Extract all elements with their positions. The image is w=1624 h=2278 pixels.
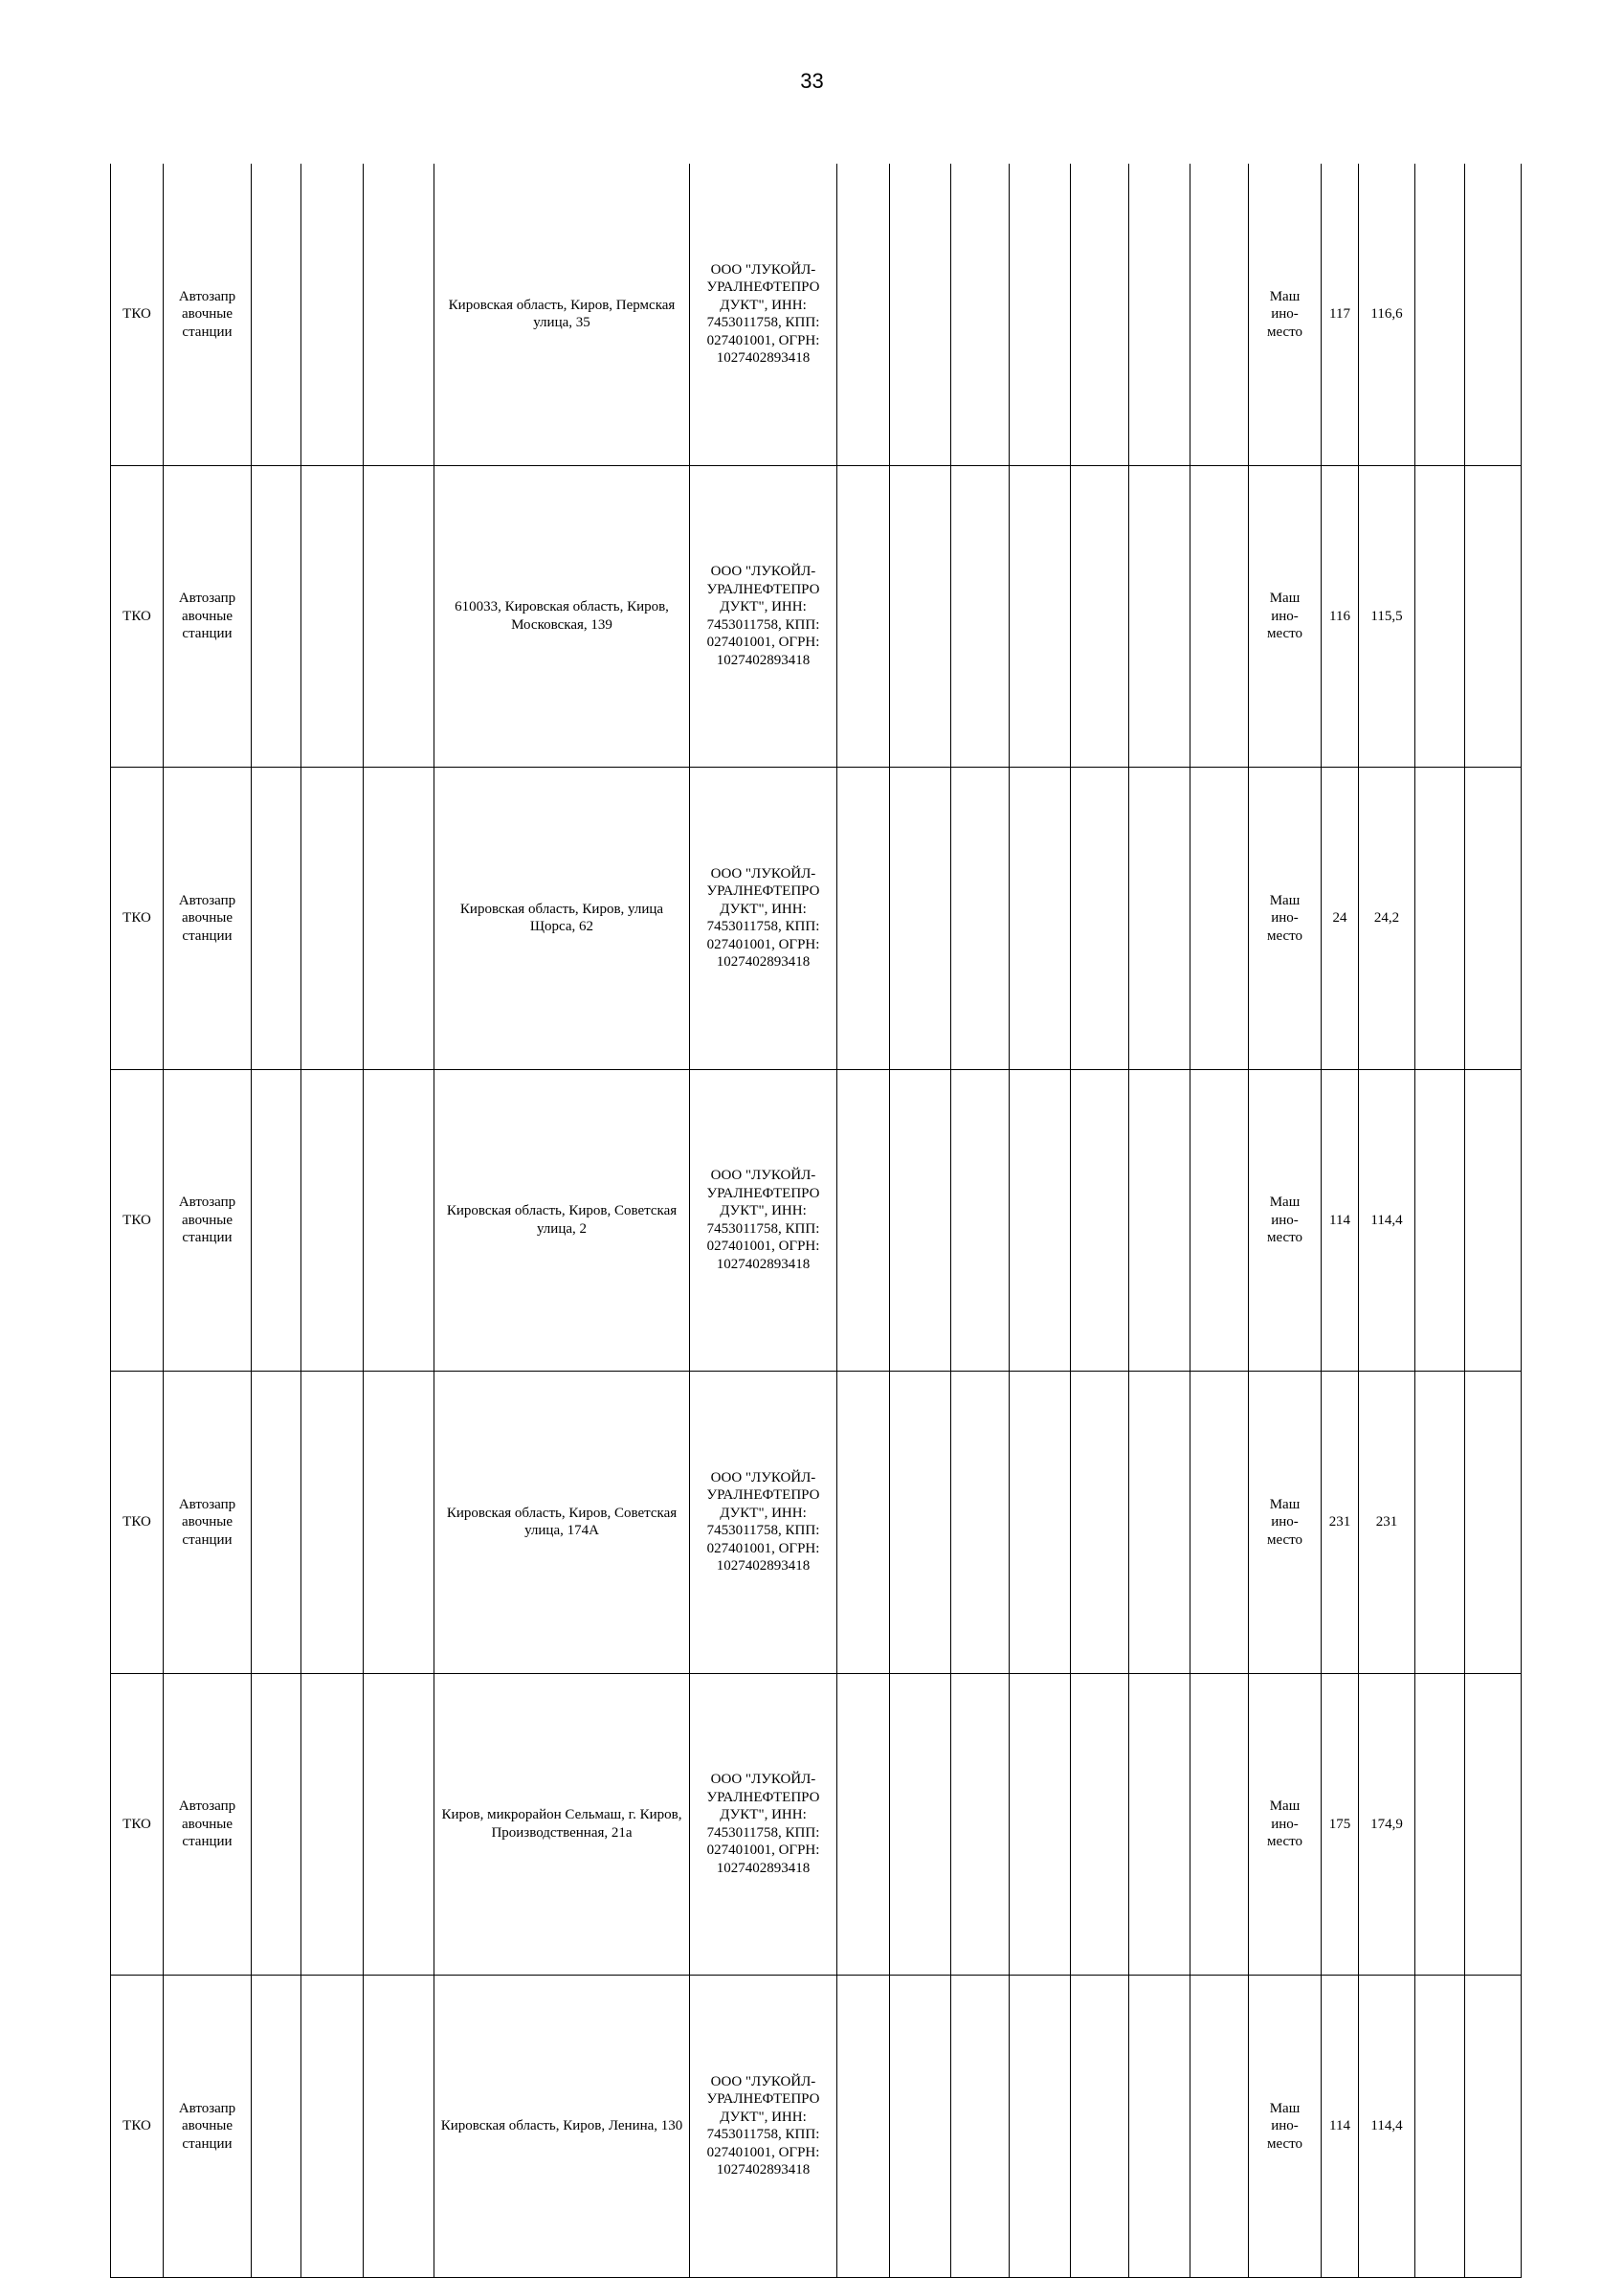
cell-line: УРАЛНЕФТЕПРО: [706, 1789, 820, 1805]
unit-cell: [1249, 1372, 1322, 1674]
empty-cell: [1465, 465, 1522, 768]
cell-line: ДУКТ", ИНН:: [720, 1505, 807, 1521]
cell-line: авочные: [181, 910, 234, 926]
cell-line: место: [1266, 1230, 1303, 1245]
empty-cell: [837, 465, 890, 768]
empty-cell: [837, 768, 890, 1070]
empty-cell: [1129, 768, 1190, 1070]
cell-line: ДУКТ", ИНН:: [720, 599, 807, 615]
count-cell: 117: [1322, 164, 1359, 465]
empty-cell: [837, 1976, 890, 2278]
empty-cell: [1190, 164, 1249, 465]
cell-line: УРАЛНЕФТЕПРО: [706, 883, 820, 900]
empty-cell: [1071, 1069, 1129, 1372]
cell-line: Автозапр: [178, 288, 236, 304]
cell-line: станции: [182, 1531, 233, 1548]
cell-line: УРАЛНЕФТЕПРО: [706, 1487, 820, 1504]
count-cell: 231: [1322, 1372, 1359, 1674]
empty-cell: [1010, 164, 1071, 465]
owner-cell: [690, 465, 837, 768]
value-cell: 115,5: [1359, 465, 1415, 768]
table-row: [111, 164, 1522, 465]
waste-type-cell: ТКО: [111, 1976, 164, 2278]
cell-line: ООО "ЛУКОЙЛ-: [710, 2073, 816, 2089]
cell-line: ино-: [1271, 1212, 1299, 1228]
cell-line: 027401001, ОГРН:: [706, 936, 820, 952]
cell-line: 7453011758, КПП:: [706, 315, 820, 331]
cell-line: 027401001, ОГРН:: [706, 332, 820, 348]
empty-cell: [364, 1372, 434, 1674]
table-row: [111, 1372, 1522, 1674]
address-cell: Кировская область, Киров, Советская улица, 174А: [434, 1372, 690, 1674]
cell-line: станции: [182, 324, 233, 340]
owner-cell: [690, 1069, 837, 1372]
cell-line: 7453011758, КПП:: [706, 2127, 820, 2143]
empty-cell: [301, 1673, 364, 1976]
unit-cell: [1249, 465, 1322, 768]
empty-cell: [252, 1069, 301, 1372]
waste-type-cell: ТКО: [111, 164, 164, 465]
cell-line: станции: [182, 1834, 233, 1849]
waste-type-cell: ТКО: [111, 1673, 164, 1976]
unit-cell: [1249, 1069, 1322, 1372]
cell-line: ино-: [1271, 1816, 1299, 1832]
empty-cell: [1190, 768, 1249, 1070]
address-cell: 610033, Кировская область, Киров, Московская, 139: [434, 465, 690, 768]
empty-cell: [1415, 164, 1465, 465]
empty-cell: [1071, 1372, 1129, 1674]
empty-cell: [1415, 1976, 1465, 2278]
cell-line: 027401001, ОГРН:: [706, 2144, 820, 2160]
count-cell: 24: [1322, 768, 1359, 1070]
cell-line: УРАЛНЕФТЕПРО: [706, 1185, 820, 1201]
cell-line: авочные: [181, 1816, 234, 1832]
address-cell: Кировская область, Киров, Советская улица, 2: [434, 1069, 690, 1372]
cell-line: место: [1266, 927, 1303, 944]
empty-cell: [1129, 1069, 1190, 1372]
empty-cell: [951, 768, 1010, 1070]
unit-cell: [1249, 768, 1322, 1070]
empty-cell: [890, 1372, 951, 1674]
cell-line: 027401001, ОГРН:: [706, 1842, 820, 1859]
cell-line: ДУКТ", ИНН:: [720, 297, 807, 313]
cell-line: ино-: [1271, 1514, 1299, 1530]
cell-line: авочные: [181, 608, 234, 624]
cell-line: 7453011758, КПП:: [706, 1523, 820, 1539]
empty-cell: [890, 1976, 951, 2278]
category-cell: [164, 768, 252, 1070]
owner-cell: [690, 1673, 837, 1976]
cell-line: ДУКТ", ИНН:: [720, 901, 807, 917]
cell-line: Автозапр: [178, 591, 236, 606]
address-cell: Кировская область, Киров, Пермская улица, 35: [434, 164, 690, 465]
cell-line: ООО "ЛУКОЙЛ-: [710, 865, 816, 882]
cell-line: 1027402893418: [716, 2162, 811, 2178]
empty-cell: [1190, 1372, 1249, 1674]
empty-cell: [301, 164, 364, 465]
empty-cell: [364, 1976, 434, 2278]
empty-cell: [1010, 465, 1071, 768]
empty-cell: [1129, 1673, 1190, 1976]
cell-line: ООО "ЛУКОЙЛ-: [710, 564, 816, 580]
empty-cell: [890, 1069, 951, 1372]
empty-cell: [1465, 1976, 1522, 2278]
empty-cell: [364, 164, 434, 465]
cell-line: место: [1266, 324, 1303, 340]
cell-line: ДУКТ", ИНН:: [720, 2109, 807, 2125]
empty-cell: [301, 1976, 364, 2278]
empty-cell: [951, 1673, 1010, 1976]
cell-line: Автозапр: [178, 892, 236, 908]
unit-cell: [1249, 1673, 1322, 1976]
cell-line: 027401001, ОГРН:: [706, 1540, 820, 1556]
value-cell: 231: [1359, 1372, 1415, 1674]
cell-line: авочные: [181, 1212, 234, 1228]
empty-cell: [1415, 1673, 1465, 1976]
empty-cell: [1465, 768, 1522, 1070]
empty-cell: [301, 768, 364, 1070]
empty-cell: [301, 1372, 364, 1674]
waste-type-cell: ТКО: [111, 768, 164, 1070]
count-cell: 114: [1322, 1069, 1359, 1372]
empty-cell: [1465, 1372, 1522, 1674]
unit-cell: [1249, 1976, 1322, 2278]
empty-cell: [1071, 768, 1129, 1070]
cell-line: Маш: [1269, 1496, 1301, 1512]
cell-line: 1027402893418: [716, 1256, 811, 1272]
cell-line: 1027402893418: [716, 350, 811, 367]
table-row: [111, 768, 1522, 1070]
cell-line: ино-: [1271, 910, 1299, 926]
cell-line: Автозапр: [178, 1496, 236, 1512]
unit-cell: [1249, 164, 1322, 465]
cell-line: 1027402893418: [716, 954, 811, 971]
empty-cell: [252, 465, 301, 768]
empty-cell: [252, 1673, 301, 1976]
empty-cell: [1465, 164, 1522, 465]
cell-line: УРАЛНЕФТЕПРО: [706, 2091, 820, 2108]
cell-line: авочные: [181, 2118, 234, 2133]
address-cell: Киров, микрорайон Сельмаш, г. Киров, Производственная, 21а: [434, 1673, 690, 1976]
table-row: [111, 1673, 1522, 1976]
cell-line: Маш: [1269, 2100, 1301, 2116]
empty-cell: [1071, 1976, 1129, 2278]
cell-line: станции: [182, 927, 233, 944]
empty-cell: [951, 1069, 1010, 1372]
empty-cell: [1010, 1069, 1071, 1372]
owner-cell: [690, 1372, 837, 1674]
value-cell: 24,2: [1359, 768, 1415, 1070]
empty-cell: [252, 1372, 301, 1674]
empty-cell: [252, 164, 301, 465]
empty-cell: [1010, 768, 1071, 1070]
cell-line: 027401001, ОГРН:: [706, 635, 820, 651]
cell-line: место: [1266, 1531, 1303, 1548]
empty-cell: [951, 1372, 1010, 1674]
cell-line: УРАЛНЕФТЕПРО: [706, 581, 820, 597]
cell-line: место: [1266, 1834, 1303, 1849]
empty-cell: [1465, 1069, 1522, 1372]
cell-line: ино-: [1271, 608, 1299, 624]
category-cell: [164, 1673, 252, 1976]
empty-cell: [301, 465, 364, 768]
empty-cell: [1190, 1976, 1249, 2278]
value-cell: 114,4: [1359, 1069, 1415, 1372]
empty-cell: [1071, 465, 1129, 768]
cell-line: Маш: [1269, 591, 1301, 606]
empty-cell: [364, 768, 434, 1070]
empty-cell: [951, 1976, 1010, 2278]
cell-line: станции: [182, 1230, 233, 1245]
waste-type-cell: ТКО: [111, 1372, 164, 1674]
waste-sources-table: [110, 164, 1522, 2278]
cell-line: 7453011758, КПП:: [706, 616, 820, 633]
cell-line: 1027402893418: [716, 652, 811, 668]
count-cell: 116: [1322, 465, 1359, 768]
cell-line: ино-: [1271, 2118, 1299, 2133]
cell-line: 7453011758, КПП:: [706, 1824, 820, 1841]
empty-cell: [1129, 1976, 1190, 2278]
waste-type-cell: ТКО: [111, 465, 164, 768]
cell-line: ООО "ЛУКОЙЛ-: [710, 1772, 816, 1788]
cell-line: Маш: [1269, 1798, 1301, 1814]
cell-line: ДУКТ", ИНН:: [720, 1203, 807, 1219]
cell-line: 027401001, ОГРН:: [706, 1239, 820, 1255]
cell-line: ООО "ЛУКОЙЛ-: [710, 261, 816, 278]
empty-cell: [1415, 768, 1465, 1070]
cell-line: 1027402893418: [716, 1860, 811, 1876]
cell-line: авочные: [181, 1514, 234, 1530]
empty-cell: [1071, 1673, 1129, 1976]
empty-cell: [890, 1673, 951, 1976]
empty-cell: [837, 1673, 890, 1976]
empty-cell: [1129, 465, 1190, 768]
category-cell: [164, 164, 252, 465]
table-row: [111, 465, 1522, 768]
count-cell: 114: [1322, 1976, 1359, 2278]
empty-cell: [1129, 164, 1190, 465]
empty-cell: [1129, 1372, 1190, 1674]
category-cell: [164, 1069, 252, 1372]
page-number: 33: [800, 69, 824, 93]
cell-line: 7453011758, КПП:: [706, 1220, 820, 1237]
empty-cell: [364, 465, 434, 768]
empty-cell: [364, 1069, 434, 1372]
empty-cell: [890, 164, 951, 465]
category-cell: [164, 465, 252, 768]
owner-cell: [690, 768, 837, 1070]
empty-cell: [837, 1069, 890, 1372]
empty-cell: [890, 465, 951, 768]
cell-line: станции: [182, 2135, 233, 2152]
cell-line: авочные: [181, 306, 234, 322]
address-cell: Кировская область, Киров, улица Щорса, 62: [434, 768, 690, 1070]
empty-cell: [1415, 465, 1465, 768]
cell-line: ООО "ЛУКОЙЛ-: [710, 1469, 816, 1485]
cell-line: Маш: [1269, 288, 1301, 304]
cell-line: место: [1266, 626, 1303, 641]
category-cell: [164, 1976, 252, 2278]
cell-line: Маш: [1269, 892, 1301, 908]
count-cell: 175: [1322, 1673, 1359, 1976]
cell-line: 1027402893418: [716, 1558, 811, 1574]
cell-line: Автозапр: [178, 1798, 236, 1814]
cell-line: ООО "ЛУКОЙЛ-: [710, 1168, 816, 1184]
value-cell: 114,4: [1359, 1976, 1415, 2278]
cell-line: станции: [182, 626, 233, 641]
value-cell: 174,9: [1359, 1673, 1415, 1976]
empty-cell: [1190, 1673, 1249, 1976]
table-row: [111, 1069, 1522, 1372]
empty-cell: [951, 164, 1010, 465]
waste-type-cell: ТКО: [111, 1069, 164, 1372]
empty-cell: [1190, 1069, 1249, 1372]
empty-cell: [837, 164, 890, 465]
empty-cell: [1010, 1673, 1071, 1976]
owner-cell: [690, 164, 837, 465]
empty-cell: [301, 1069, 364, 1372]
cell-line: УРАЛНЕФТЕПРО: [706, 279, 820, 296]
empty-cell: [1010, 1976, 1071, 2278]
empty-cell: [1415, 1372, 1465, 1674]
cell-line: Автозапр: [178, 1195, 236, 1210]
empty-cell: [1010, 1372, 1071, 1674]
address-cell: Кировская область, Киров, Ленина, 130: [434, 1976, 690, 2278]
empty-cell: [951, 465, 1010, 768]
empty-cell: [252, 768, 301, 1070]
empty-cell: [1190, 465, 1249, 768]
cell-line: Автозапр: [178, 2100, 236, 2116]
empty-cell: [890, 768, 951, 1070]
cell-line: место: [1266, 2135, 1303, 2152]
owner-cell: [690, 1976, 837, 2278]
value-cell: 116,6: [1359, 164, 1415, 465]
empty-cell: [364, 1673, 434, 1976]
empty-cell: [1465, 1673, 1522, 1976]
cell-line: 7453011758, КПП:: [706, 919, 820, 935]
empty-cell: [1071, 164, 1129, 465]
empty-cell: [252, 1976, 301, 2278]
cell-line: ДУКТ", ИНН:: [720, 1807, 807, 1823]
category-cell: [164, 1372, 252, 1674]
cell-line: Маш: [1269, 1195, 1301, 1210]
cell-line: ино-: [1271, 306, 1299, 322]
empty-cell: [1415, 1069, 1465, 1372]
table-row: [111, 1976, 1522, 2278]
empty-cell: [837, 1372, 890, 1674]
